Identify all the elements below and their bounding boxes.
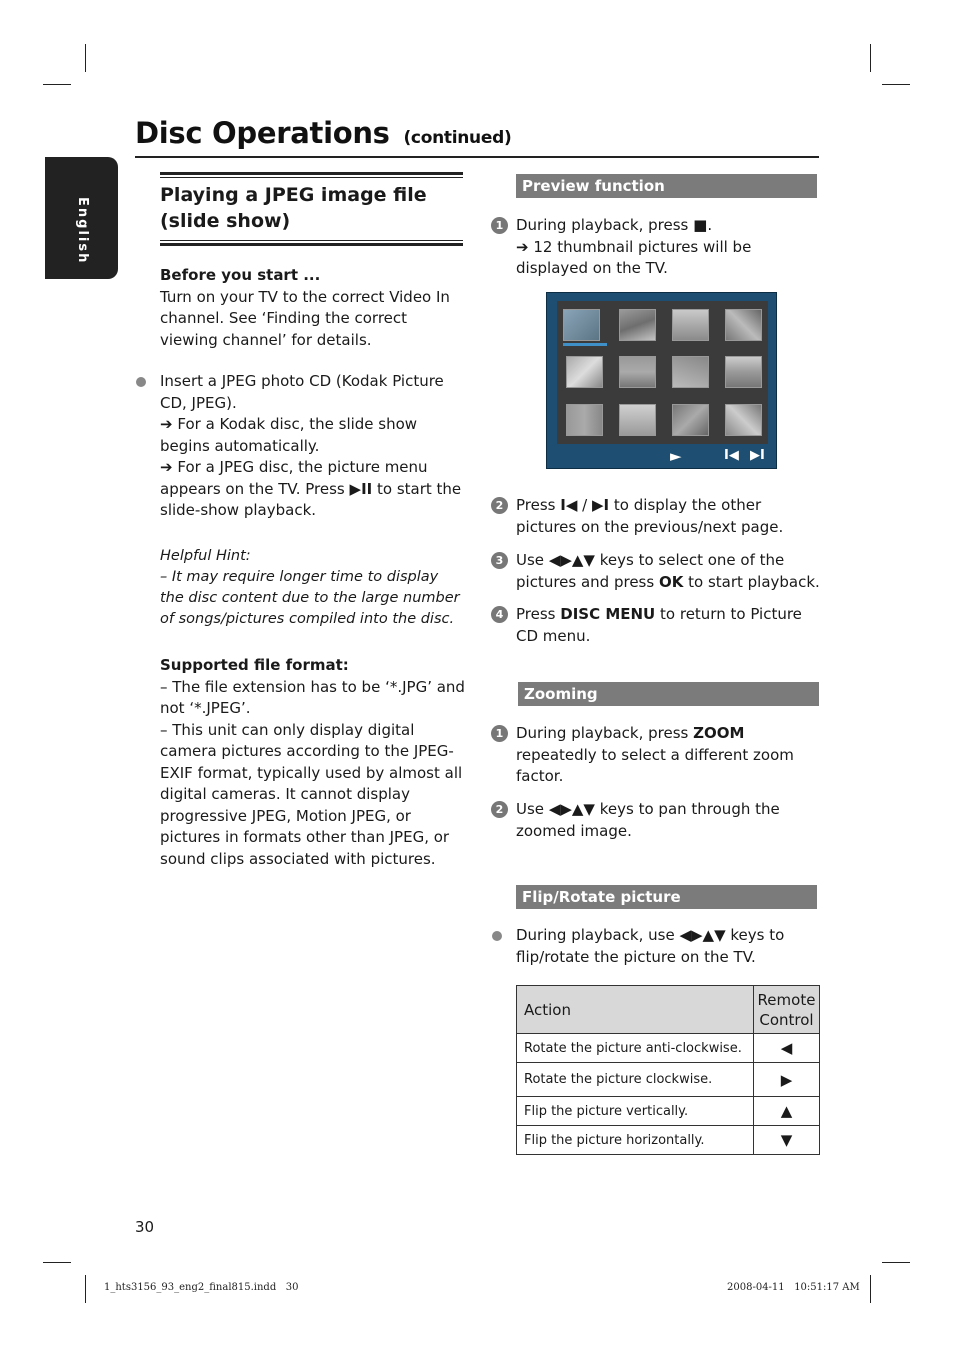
supported-format — [160, 655, 465, 870]
jpeg-note-b: to start the slide-show playback. — [160, 479, 462, 519]
preview-step4-b: to return to Picture CD menu. — [516, 605, 802, 645]
thumbnail — [619, 309, 656, 341]
preview-step2-b: to display the other pictures on the previous/next page. — [516, 496, 784, 536]
crop-mark — [85, 1275, 86, 1303]
thumbnail — [672, 404, 709, 436]
crop-mark — [870, 44, 871, 72]
format-heading: Supported file format: — [160, 656, 349, 674]
crop-mark — [43, 84, 71, 85]
thumbnail — [672, 309, 709, 341]
insert-instructions — [160, 371, 465, 522]
zooming-bar — [518, 682, 819, 706]
step-number-icon: 1 — [491, 725, 508, 742]
section-rule-bottom-thin — [160, 240, 463, 241]
bullet-dot — [492, 931, 502, 941]
preview-function-bar — [516, 174, 817, 198]
next-icon: ▶I — [592, 496, 610, 514]
step-number-icon: 4 — [491, 606, 508, 623]
period: . — [707, 216, 713, 234]
flip-rotate-table — [516, 985, 820, 1155]
table-cell-action: Flip the picture vertically. — [517, 1097, 754, 1126]
preview-step1-a: During playback, press — [516, 216, 689, 234]
arrow-keys-icon: ◀▶▲▼ — [679, 926, 726, 944]
jpeg-note-a: For a JPEG disc, the picture menu appears on the TV. Press — [160, 458, 428, 498]
before-heading: Before you start ... — [160, 266, 321, 284]
before-you-start — [160, 265, 465, 351]
thumbnail — [566, 404, 603, 436]
table-cell-action: Rotate the picture anti-clockwise. — [517, 1034, 754, 1063]
section-title — [160, 182, 460, 234]
preview-function-heading: Preview function — [522, 177, 665, 195]
format-item-1: – The file extension has to be ‘*.JPG’ and not ‘*.JPEG’. — [160, 677, 465, 717]
table-cell-action: Flip the picture horizontally. — [517, 1126, 754, 1155]
zoom-step2-a: Use — [516, 800, 545, 818]
table-cell-action: Rotate the picture clockwise. — [517, 1063, 754, 1097]
step-number-icon: 3 — [491, 552, 508, 569]
step-number-icon: 1 — [491, 217, 508, 234]
tv-thumbnail-screen — [546, 292, 777, 469]
preview-step2-a: Press — [516, 496, 556, 514]
preview-step1-note: 12 thumbnail pictures will be displayed on the TV. — [516, 237, 752, 277]
before-text: Turn on your TV to the correct Video In channel. See ‘Finding the correct viewing channel’ for details. — [160, 287, 450, 349]
language-tab — [45, 157, 118, 279]
table-row — [517, 1034, 820, 1063]
crop-mark — [85, 44, 86, 72]
table-header-remote-line1: Remote — [757, 990, 816, 1009]
hint-title: Helpful Hint: — [160, 548, 251, 564]
slash: / — [582, 496, 588, 514]
thumbnail — [619, 356, 656, 388]
kodak-note: For a Kodak disc, the slide show begins automatically. — [160, 415, 418, 455]
preview-step3-c: to start playback. — [688, 572, 820, 591]
preview-step-4 — [491, 604, 826, 645]
step-number-icon: 2 — [491, 497, 508, 514]
crop-mark — [870, 1275, 871, 1303]
crop-mark — [882, 84, 910, 85]
timestamp: 2008-04-11 10:51:17 AM — [727, 1282, 860, 1293]
ok-label: OK — [658, 572, 684, 591]
section-title-line1: Playing a JPEG image file — [160, 184, 427, 206]
section-rule-top-thin — [160, 177, 463, 178]
section-rule-bottom — [160, 243, 463, 246]
previous-icon: I◀ — [560, 496, 578, 514]
insert-bullet-text: Insert a JPEG photo CD (Kodak Picture CD, JPEG). — [160, 372, 444, 412]
flip-bullet-a: During playback, use — [516, 926, 675, 944]
arrow-keys-icon: ◀▶▲▼ — [548, 551, 595, 569]
helpful-hint — [160, 546, 460, 630]
crop-mark — [882, 1262, 910, 1263]
page-number: 30 — [135, 1218, 155, 1236]
play-pause-icon: ▶II — [349, 479, 373, 498]
step-number-icon: 2 — [491, 801, 508, 818]
thumbnail — [725, 309, 762, 341]
continued-label: (continued) — [403, 128, 512, 148]
thumbnail — [725, 356, 762, 388]
crop-mark — [43, 1262, 71, 1263]
thumbnail — [672, 356, 709, 388]
table-header-action: Action — [517, 986, 754, 1034]
file-name: 1_hts3156_93_eng2_final815.indd 30 — [104, 1282, 299, 1293]
preview-step-2 — [491, 495, 826, 536]
tv-prev-icon: I◀ — [724, 448, 739, 463]
preview-step4-a: Press — [516, 605, 556, 623]
section-rule-top — [160, 172, 463, 175]
right-arrow-icon: ▶ — [754, 1063, 820, 1097]
title-rule — [135, 156, 819, 158]
preview-step3-a: Use — [516, 551, 545, 569]
table-row — [517, 1097, 820, 1126]
flip-rotate-heading: Flip/Rotate picture — [522, 888, 681, 906]
thumbnail — [619, 404, 656, 436]
zoom-step2-b: keys to pan through the zoomed image. — [516, 800, 780, 840]
page-title-text: Disc Operations — [135, 116, 390, 150]
arrow-icon: ➔ — [516, 237, 529, 256]
tv-play-icon: ► — [670, 447, 682, 465]
flip-rotate-bar — [516, 885, 817, 909]
zooming-heading: Zooming — [524, 685, 598, 703]
thumbnail — [566, 356, 603, 388]
preview-step-1 — [491, 215, 826, 277]
thumbnail — [563, 309, 600, 341]
arrow-keys-icon: ◀▶▲▼ — [548, 800, 595, 818]
zoom-label: ZOOM — [693, 724, 745, 742]
bullet-dot — [136, 377, 146, 387]
stop-icon: ■ — [693, 216, 708, 234]
zoom-step1-a: During playback, press — [516, 724, 689, 742]
arrow-icon: ➔ — [160, 458, 173, 476]
disc-menu-label: DISC MENU — [560, 605, 656, 623]
language-label: English — [75, 197, 90, 265]
thumbnail-grid — [557, 301, 768, 444]
zoom-step-1 — [491, 723, 826, 785]
flip-instructions — [516, 925, 821, 968]
flip-bullet-b: keys to flip/rotate the picture on the TV. — [516, 926, 785, 966]
zoom-step1-b: repeatedly to select a different zoom factor. — [516, 745, 794, 785]
section-title-line2: (slide show) — [160, 210, 291, 232]
table-header-remote — [754, 986, 820, 1034]
table-header-remote-line2: Control — [759, 1010, 814, 1029]
thumbnail — [725, 404, 762, 436]
left-arrow-icon: ◀ — [754, 1034, 820, 1063]
down-arrow-icon: ▼ — [754, 1126, 820, 1155]
format-item-2: – This unit can only display digital camera pictures according to the JPEG-EXIF format, typically used by almost all digital cameras. It cannot display progressive JPEG, Motion JPEG, or pictures in formats other than JPEG, or sound clips associated with pictures. — [160, 720, 463, 868]
table-row — [517, 1126, 820, 1155]
tv-next-icon: ▶I — [750, 448, 765, 463]
page-title — [135, 116, 511, 150]
preview-step-3 — [491, 550, 826, 591]
preview-step3-b: keys to select one of the pictures and press — [516, 551, 785, 591]
table-row — [517, 1063, 820, 1097]
hint-text: – It may require longer time to display the disc content due to the large number of songs/pictures compiled into the disc. — [160, 569, 460, 627]
zoom-step-2 — [491, 799, 826, 840]
up-arrow-icon: ▲ — [754, 1097, 820, 1126]
selection-highlight — [563, 343, 607, 346]
table-header-row — [517, 986, 820, 1034]
arrow-icon: ➔ — [160, 415, 173, 433]
